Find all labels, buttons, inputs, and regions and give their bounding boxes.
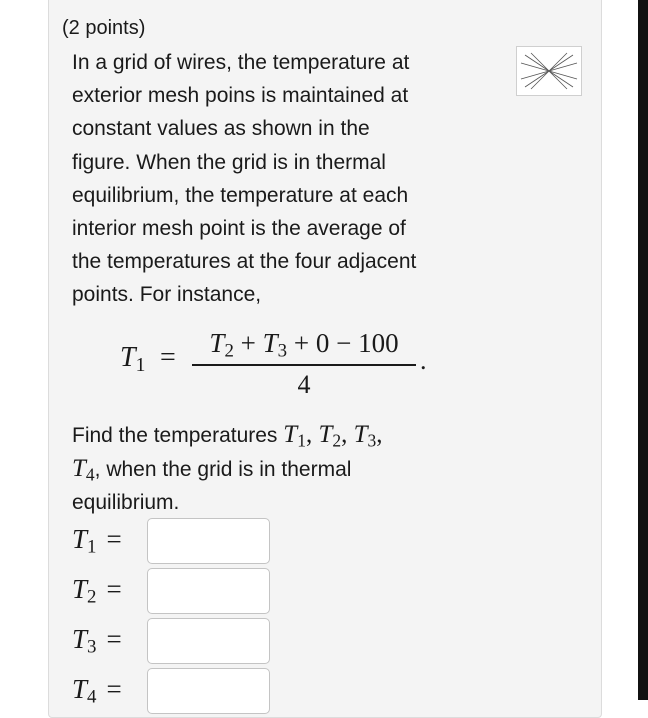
answer-input-t2[interactable] [147, 568, 270, 614]
equation-denominator: 4 [297, 370, 311, 399]
question-line: the temperatures at the four adjacent [72, 250, 417, 274]
answer-label: $T_3$ = [72, 624, 122, 658]
points-label: (2 points) [62, 17, 146, 39]
answer-label: $T_2$ = [72, 574, 122, 608]
answer-label: $T_4$ = [72, 674, 122, 708]
fraction-bar [192, 364, 416, 366]
find-line: equilibrium. [72, 491, 180, 515]
find-line: $T_4$, when the grid is in thermal [72, 455, 352, 485]
question-text [72, 46, 492, 312]
equation-equals: = [160, 342, 176, 373]
question-line: exterior mesh poins is maintained at [72, 84, 409, 108]
question-line: constant values as shown in the [72, 117, 370, 141]
answer-input-t3[interactable] [147, 618, 270, 664]
wire-grid-icon [517, 47, 581, 95]
answer-input-t1[interactable] [147, 518, 270, 564]
window-edge [638, 0, 648, 700]
grid-figure-thumbnail[interactable] [516, 46, 582, 96]
equation-numerator: $T_2 + T_3 + 0 - 100$ [209, 328, 399, 362]
find-instruction [72, 418, 512, 520]
answer-label: $T_1$ = [72, 524, 122, 558]
question-line: points. For instance, [72, 283, 262, 307]
question-line: interior mesh point is the average of [72, 217, 406, 241]
equation-lhs: $T_1$ [120, 342, 146, 376]
question-line: equilibrium, the temperature at each [72, 183, 409, 207]
answer-input-t4[interactable] [147, 668, 270, 714]
equation-period: . [420, 346, 427, 375]
find-line: Find the temperatures $T_1$, $T_2$, $T_3$, [72, 421, 383, 451]
question-line: figure. When the grid is in thermal [72, 150, 386, 174]
question-line: In a grid of wires, the temperature at [72, 51, 410, 74]
